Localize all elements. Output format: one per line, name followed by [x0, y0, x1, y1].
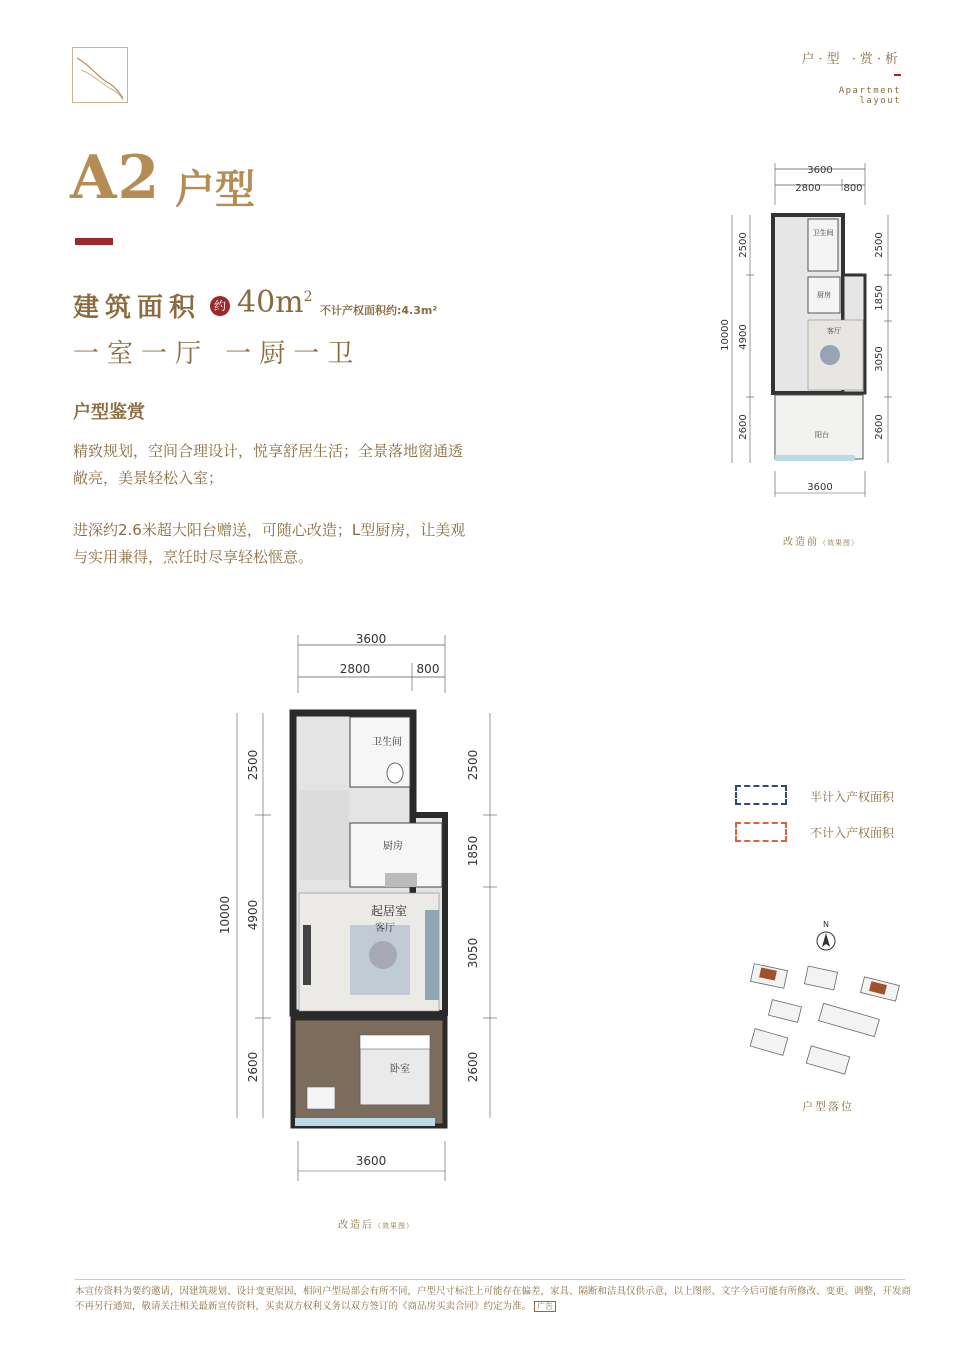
header-divider [894, 74, 901, 76]
after-kitchen-label: 厨房 [383, 841, 403, 852]
legend-label-half: 半计入产权面积 [810, 790, 895, 804]
after-dim-h2: 1850 [466, 835, 480, 867]
legend-swatch-excluded [735, 822, 787, 842]
after-dim-h1-left: 2500 [246, 749, 260, 781]
header-subtitle-line1: Apartment [838, 86, 901, 96]
legend-label-excluded: 不计入产权面积 [810, 826, 895, 840]
after-dim-h3: 3050 [466, 937, 480, 969]
after-dim-total-w: 3600 [355, 632, 387, 646]
area-value [237, 285, 313, 320]
legend-swatch-half [735, 785, 787, 805]
before-dim-h3: 3050 [874, 346, 885, 372]
after-toilet-icon [387, 763, 403, 783]
before-dim-h-total: 10000 [720, 319, 731, 351]
before-bathroom [808, 219, 838, 271]
area-sup: 2 [303, 289, 313, 305]
after-dim-w1: 2800 [339, 662, 371, 676]
north-label: N [823, 920, 829, 929]
before-living-label: 客厅 [827, 327, 841, 335]
area-number: 40m [237, 285, 304, 320]
after-living-sub-label: 客厅 [375, 923, 395, 934]
section-title: 户型鉴赏 [73, 402, 145, 423]
before-dim-w1: 2800 [795, 183, 821, 194]
area-note: 不计产权面积约:4.3m² [320, 304, 438, 317]
footer-divider [75, 1279, 905, 1280]
before-dim-total-w: 3600 [807, 165, 833, 176]
after-stove-icon [385, 873, 417, 887]
before-dim-h4: 2600 [874, 414, 885, 440]
before-dim-w2: 800 [843, 183, 863, 194]
after-dim-w2: 800 [416, 662, 440, 676]
after-caption-note: （效果图） [374, 1222, 414, 1230]
after-dim-h-mid: 4900 [246, 899, 260, 931]
site-caption: 户型落位 [802, 1100, 854, 1113]
before-caption-text: 改造前 [783, 537, 819, 548]
before-kitchen-label: 厨房 [817, 291, 831, 299]
after-caption-text: 改造后 [338, 1220, 374, 1231]
before-dim-h4-left: 2600 [738, 414, 749, 440]
header-title: 户·型 ·赏·析 [801, 52, 902, 67]
before-dim-h2: 1850 [874, 285, 885, 311]
before-balcony [775, 395, 863, 459]
header-subtitle-line2: layout [859, 96, 901, 106]
layout-summary: 一室一厅 一厨一卫 [73, 339, 362, 369]
after-bath-label: 卫生间 [372, 737, 402, 748]
area-label: 建筑面积 [73, 293, 202, 323]
after-dim-bottom-w: 3600 [355, 1154, 387, 1168]
before-coffee-table-icon [820, 345, 840, 365]
before-dim-bottom-w: 3600 [807, 482, 833, 493]
footer-text: 本宣传资料为要约邀请，因建筑规划、设计变更原因，相同户型局部会有所不同，户型尺寸标注上可能存在偏差，家具、隔断和洁具仅供示意，以上图形、文字今后可能有所修改、变更、调整，开发商不再另行通知，敬请关注相关最新宣传资料，买卖双方权利义务以双方签订的《商品房买卖合同》约定为准。 [75, 1286, 912, 1312]
before-dim-h1-left: 2500 [738, 232, 749, 258]
floorplan-before [720, 155, 900, 555]
after-coffee-table-icon [369, 941, 397, 969]
ad-tag: 广告 [534, 1301, 556, 1312]
after-dim-h1: 2500 [466, 749, 480, 781]
after-desk-icon [307, 1087, 335, 1109]
site-plan [740, 915, 920, 1090]
before-dim-h1: 2500 [874, 232, 885, 258]
before-caption [783, 533, 859, 548]
after-bedroom-label: 卧室 [390, 1064, 410, 1075]
after-caption [338, 1216, 414, 1231]
description-1: 精致规划，空间合理设计，悦享舒居生活；全景落地窗通透敞亮，美景轻松入室； [73, 442, 464, 487]
before-bath-label: 卫生间 [812, 229, 834, 237]
logo [72, 47, 128, 103]
description-2: 进深约2.6米超大阳台赠送，可随心改造；L型厨房，让美观与实用兼得，烹饪时尽享轻松惬意。 [73, 521, 466, 566]
after-window [295, 1118, 435, 1126]
before-dim-h-mid: 4900 [738, 324, 749, 350]
after-living-main-label: 起居室 [370, 904, 408, 918]
after-dim-h4: 2600 [466, 1051, 480, 1083]
after-dim-h4-left: 2600 [246, 1051, 260, 1083]
before-caption-note: （效果图） [819, 539, 859, 547]
after-tv-icon [303, 925, 311, 985]
footer-disclaimer [75, 1284, 915, 1314]
before-balcony-label: 阳台 [815, 431, 829, 439]
after-dim-h-total: 10000 [218, 895, 232, 935]
unit-suffix: 户型 [175, 166, 255, 213]
after-sofa-icon [425, 910, 439, 1000]
header-subtitle [839, 86, 901, 106]
site-buildings [750, 964, 899, 1075]
floorplan-after [215, 625, 505, 1195]
about-badge: 约 [210, 296, 230, 316]
title-underline [75, 238, 113, 245]
unit-code: A2 [70, 143, 161, 213]
mountain-logo-icon [73, 48, 127, 102]
